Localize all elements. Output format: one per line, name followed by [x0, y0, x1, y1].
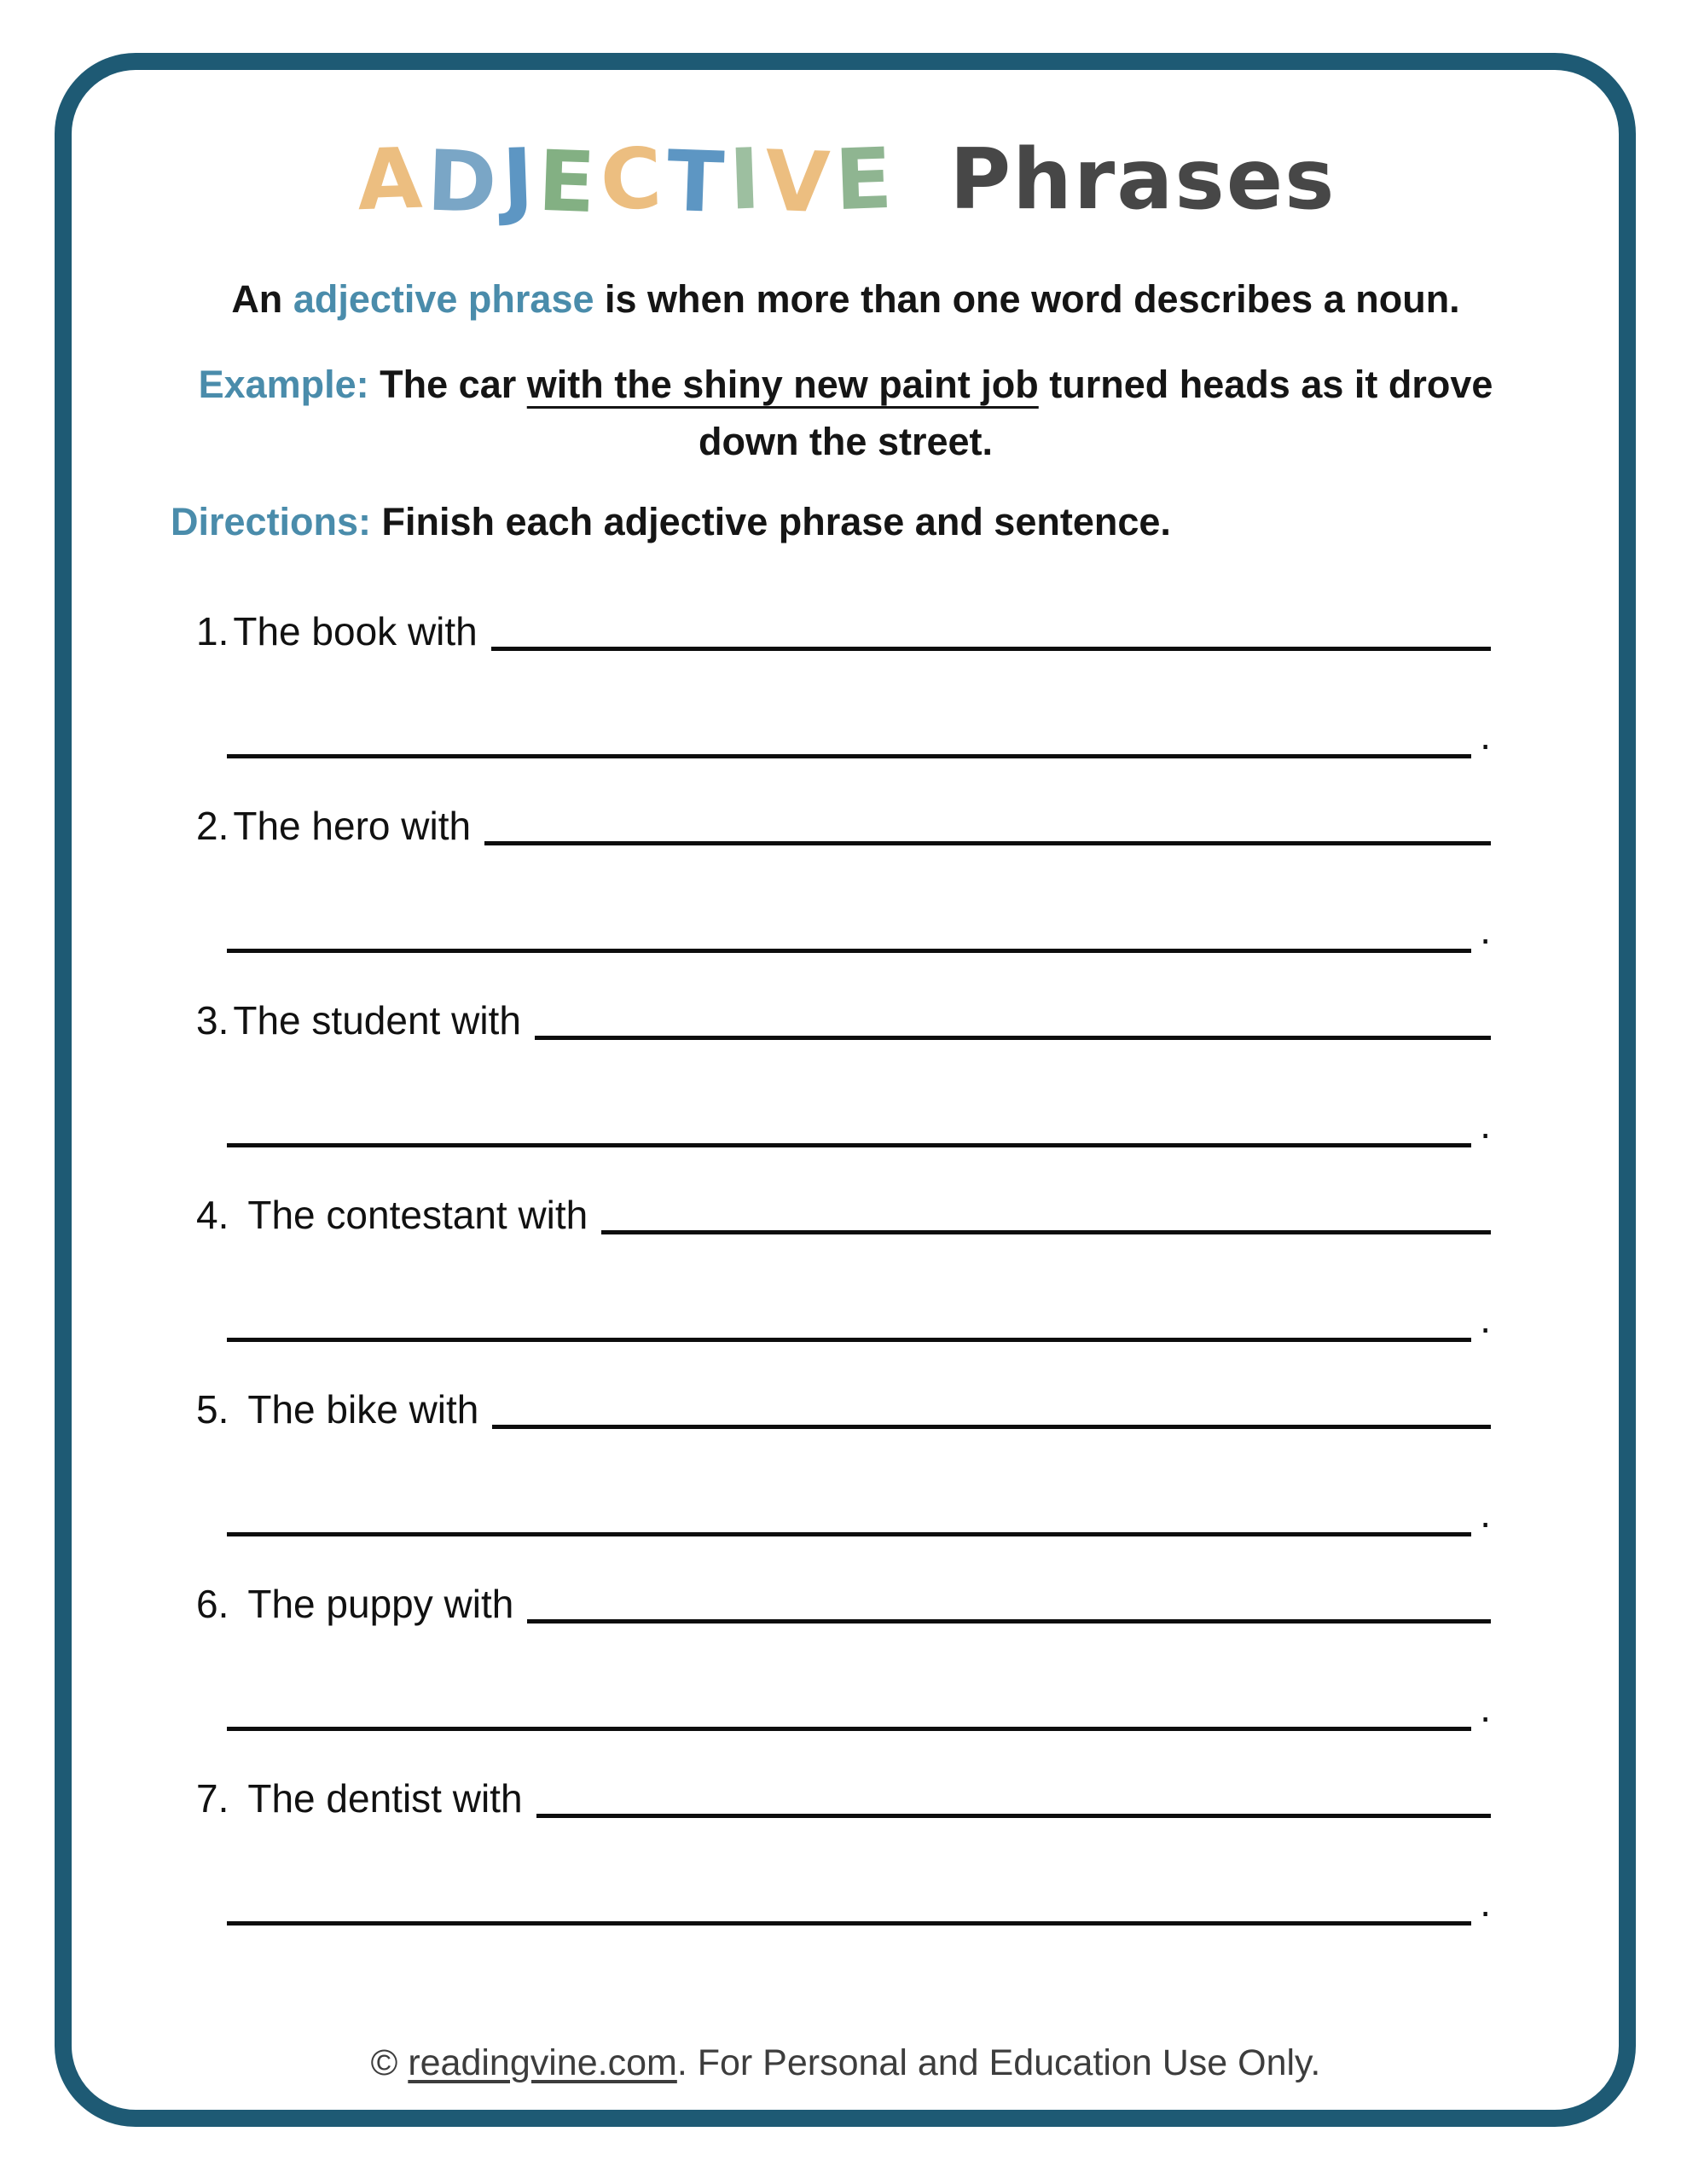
- item-1-period: .: [1480, 712, 1491, 758]
- example-underlined-phrase: with the shiny new paint job: [526, 362, 1039, 406]
- item-7-answer-line-2: [227, 1921, 1471, 1926]
- item-3-number: 3.: [196, 997, 229, 1043]
- item-5-answer-line-2: [227, 1532, 1471, 1536]
- item-6-period: .: [1480, 1685, 1491, 1730]
- directions-label: Directions:: [171, 499, 372, 543]
- definition-sentence: [72, 277, 1619, 322]
- title-letter-c: C: [599, 130, 664, 230]
- item-7-period: .: [1480, 1879, 1491, 1925]
- item-7-number: 7.: [196, 1775, 229, 1821]
- item-4-answer-line-1: [601, 1230, 1491, 1234]
- item-3-answer-line-2: [227, 1143, 1471, 1147]
- item-4-number: 4.: [196, 1192, 229, 1237]
- item-4-answer-line-2: [227, 1338, 1471, 1342]
- footer: [72, 2042, 1619, 2084]
- item-2-answer-line-1: [484, 841, 1491, 845]
- item-6-answer-line-1: [527, 1619, 1491, 1623]
- item-2-prompt: The hero with: [233, 803, 472, 848]
- item-6-number: 6.: [196, 1581, 229, 1626]
- item-5-number: 5.: [196, 1386, 229, 1432]
- example-line-2: down the street.: [698, 420, 994, 464]
- definition-before: An: [231, 276, 293, 321]
- item-5-prompt: The bike with: [247, 1386, 479, 1432]
- exercise-item-4: [196, 1176, 1491, 1342]
- item-7-answer-line-1: [536, 1814, 1491, 1818]
- item-7-prompt-row: [196, 1760, 1491, 1821]
- item-5-answer-line-1: [492, 1425, 1491, 1429]
- example-line-1: [72, 356, 1619, 414]
- exercise-item-5: [196, 1371, 1491, 1536]
- item-4-prompt: The contestant with: [247, 1192, 588, 1237]
- item-4-continuation-row: [227, 1265, 1491, 1342]
- item-4-period: .: [1480, 1296, 1491, 1341]
- example-label: Example:: [198, 362, 369, 406]
- item-2-period: .: [1480, 907, 1491, 952]
- item-1-number: 1.: [196, 608, 229, 653]
- item-3-prompt-row: [196, 982, 1491, 1043]
- item-1-prompt-row: [196, 593, 1491, 651]
- item-3-period: .: [1480, 1101, 1491, 1147]
- title-word-adjective: [355, 130, 895, 233]
- item-1-answer-line-1: [491, 647, 1491, 651]
- exercise-list: [196, 593, 1491, 1926]
- directions-block: [171, 500, 1619, 544]
- exercise-item-6: [196, 1565, 1491, 1731]
- title-letter-a: A: [356, 130, 425, 230]
- exercise-item-3: [196, 982, 1491, 1147]
- footer-usage-text: . For Personal and Education Use Only.: [676, 2042, 1321, 2083]
- item-5-period: .: [1480, 1490, 1491, 1536]
- worksheet-content: [72, 70, 1619, 2110]
- item-1-continuation-row: [227, 682, 1491, 758]
- definition-after: is when more than one word describes a noun.: [594, 276, 1460, 321]
- item-6-prompt-row: [196, 1565, 1491, 1626]
- title-letter-d: D: [426, 132, 499, 233]
- item-6-continuation-row: [227, 1654, 1491, 1731]
- item-1-answer-line-2: [227, 754, 1471, 758]
- item-1-prompt: The book with: [233, 608, 478, 653]
- title-letter-i: I: [727, 131, 762, 229]
- item-7-prompt: The dentist with: [247, 1775, 523, 1821]
- item-2-prompt-row: [196, 787, 1491, 848]
- item-2-number: 2.: [196, 803, 229, 848]
- readingvine-link[interactable]: readingvine.com: [408, 2042, 677, 2083]
- title-letter-j: J: [500, 131, 536, 229]
- item-5-prompt-row: [196, 1371, 1491, 1432]
- directions-text: Finish each adjective phrase and sentence.: [371, 499, 1171, 543]
- item-5-continuation-row: [227, 1460, 1491, 1536]
- title-letter-v: V: [763, 132, 832, 233]
- title-letter-e1: E: [536, 132, 598, 233]
- item-2-continuation-row: [227, 876, 1491, 953]
- exercise-item-7: [196, 1760, 1491, 1926]
- title-letter-t: T: [664, 132, 726, 233]
- exercise-item-1: [196, 593, 1491, 758]
- example-block: [72, 356, 1619, 471]
- adjective-phrase-highlight: adjective phrase: [293, 276, 594, 321]
- title-letter-e2: E: [833, 130, 895, 230]
- exercise-item-2: [196, 787, 1491, 953]
- example-text-after: turned heads as it drove: [1038, 362, 1493, 406]
- item-3-answer-line-1: [535, 1036, 1491, 1040]
- example-text-before: The car: [368, 362, 527, 406]
- title-word-phrases: Phrases: [949, 131, 1336, 229]
- worksheet-title: [72, 130, 1619, 233]
- item-7-continuation-row: [227, 1849, 1491, 1926]
- item-6-prompt: The puppy with: [247, 1581, 514, 1626]
- item-2-answer-line-2: [227, 949, 1471, 953]
- copyright-symbol: ©: [370, 2042, 409, 2083]
- item-3-prompt: The student with: [233, 997, 521, 1043]
- item-4-prompt-row: [196, 1176, 1491, 1237]
- item-6-answer-line-2: [227, 1727, 1471, 1731]
- item-3-continuation-row: [227, 1071, 1491, 1147]
